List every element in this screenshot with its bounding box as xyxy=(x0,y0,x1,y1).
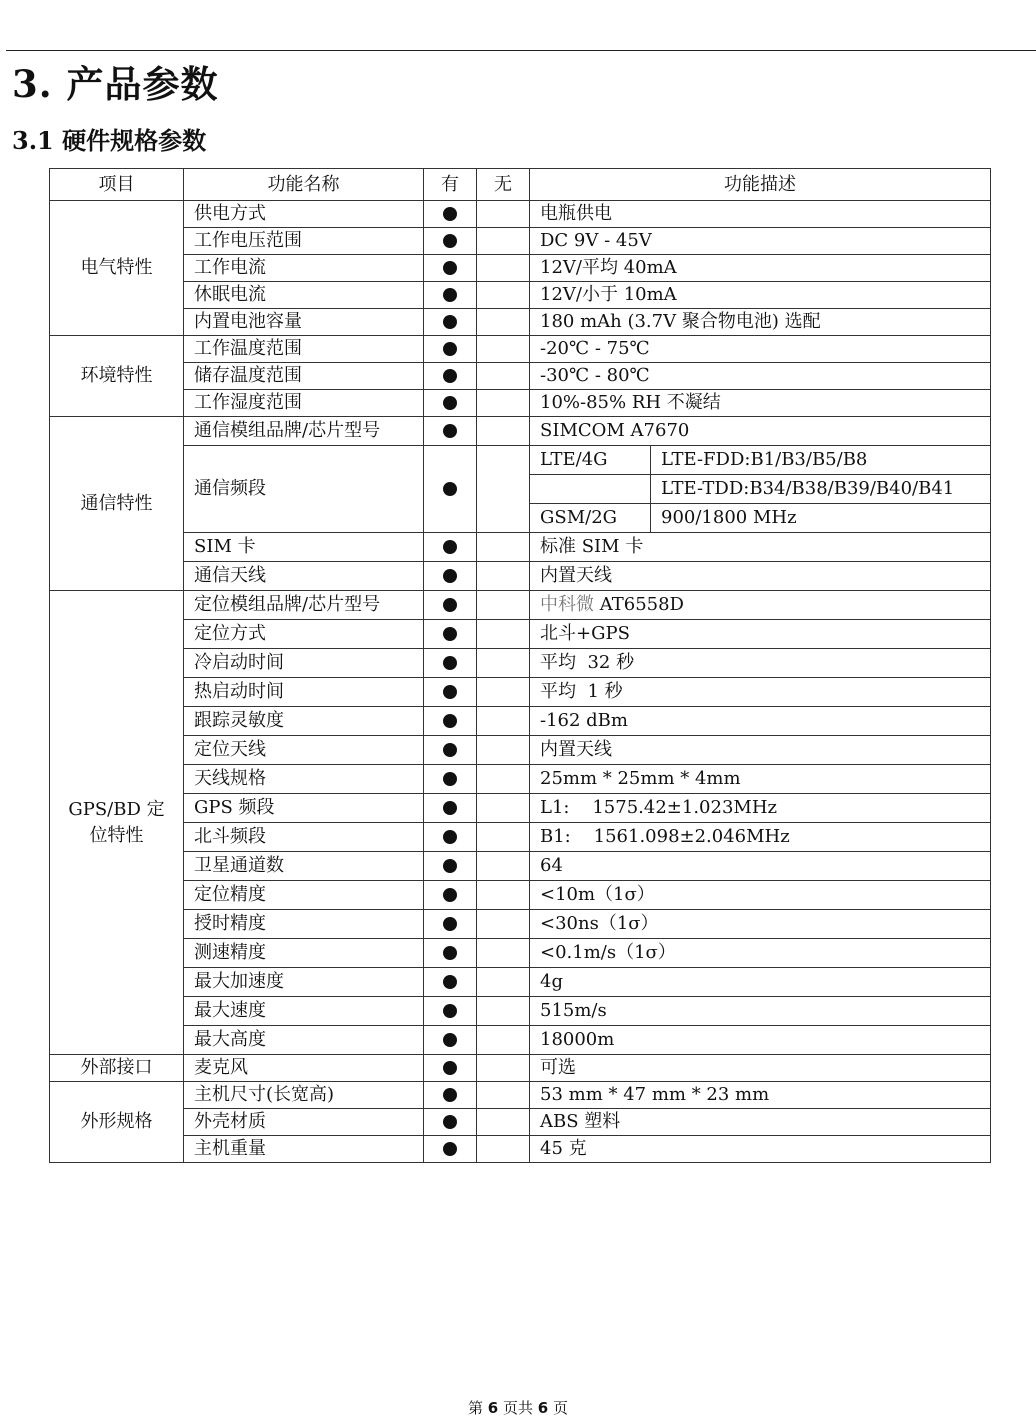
has-cell xyxy=(424,417,477,446)
function-desc: -20℃ - 75℃ xyxy=(530,336,991,363)
function-name: 外壳材质 xyxy=(184,1109,424,1136)
has-cell xyxy=(424,1109,477,1136)
function-name: 定位模组品牌/芯片型号 xyxy=(184,591,424,620)
table-row xyxy=(50,282,991,309)
table-row xyxy=(50,309,991,336)
none-cell xyxy=(477,997,530,1026)
has-cell xyxy=(424,201,477,228)
none-cell xyxy=(477,707,530,736)
none-cell xyxy=(477,255,530,282)
band-lte-tdd: LTE-TDD:B34/B38/B39/B40/B41 xyxy=(651,475,991,504)
table-row xyxy=(50,562,991,591)
has-cell xyxy=(424,620,477,649)
function-desc: 180 mAh (3.7V 聚合物电池) 选配 xyxy=(530,309,991,336)
header-has: 有 xyxy=(424,169,477,201)
has-cell xyxy=(424,390,477,417)
header-description: 功能描述 xyxy=(530,169,991,201)
has-cell xyxy=(424,852,477,881)
category-environment: 环境特性 xyxy=(50,336,184,417)
bullet-icon xyxy=(443,714,457,728)
table-row xyxy=(50,620,991,649)
table-header-row xyxy=(50,169,991,201)
none-cell xyxy=(477,649,530,678)
table-row xyxy=(50,649,991,678)
bullet-icon xyxy=(443,424,457,438)
bullet-icon xyxy=(443,482,457,496)
has-cell xyxy=(424,562,477,591)
none-cell xyxy=(477,201,530,228)
function-name: 通信模组品牌/芯片型号 xyxy=(184,417,424,446)
none-cell xyxy=(477,910,530,939)
has-cell xyxy=(424,336,477,363)
none-cell xyxy=(477,417,530,446)
function-name: 休眠电流 xyxy=(184,282,424,309)
bullet-icon xyxy=(443,975,457,989)
none-cell xyxy=(477,678,530,707)
function-name: 工作电流 xyxy=(184,255,424,282)
has-cell xyxy=(424,1055,477,1082)
module-brand: 中科微 xyxy=(540,594,594,615)
has-cell xyxy=(424,707,477,736)
none-cell xyxy=(477,881,530,910)
header-none: 无 xyxy=(477,169,530,201)
function-desc: -162 dBm xyxy=(530,707,991,736)
table-row xyxy=(50,852,991,881)
none-cell xyxy=(477,765,530,794)
function-name: 内置电池容量 xyxy=(184,309,424,336)
function-name: 工作湿度范围 xyxy=(184,390,424,417)
function-desc: 12V/平均 40mA xyxy=(530,255,991,282)
function-name: 定位方式 xyxy=(184,620,424,649)
function-desc: 平均 32 秒 xyxy=(530,649,991,678)
none-cell xyxy=(477,852,530,881)
has-cell xyxy=(424,255,477,282)
bullet-icon xyxy=(443,743,457,757)
bullet-icon xyxy=(443,859,457,873)
has-cell xyxy=(424,794,477,823)
category-electrical: 电气特性 xyxy=(50,201,184,336)
function-name: 测速精度 xyxy=(184,939,424,968)
none-cell xyxy=(477,1136,530,1163)
function-desc: 可选 xyxy=(530,1055,991,1082)
has-cell xyxy=(424,997,477,1026)
function-name: 授时精度 xyxy=(184,910,424,939)
page-footer xyxy=(0,1397,1036,1418)
function-name: SIM 卡 xyxy=(184,533,424,562)
function-name: 主机尺寸(长宽高) xyxy=(184,1082,424,1109)
table-row xyxy=(50,390,991,417)
footer-page-number: 6 xyxy=(487,1399,499,1417)
bullet-icon xyxy=(443,917,457,931)
band-gsm: 900/1800 MHz xyxy=(651,504,991,533)
category-form: 外形规格 xyxy=(50,1082,184,1163)
function-desc: 45 克 xyxy=(530,1136,991,1163)
none-cell xyxy=(477,736,530,765)
bullet-icon xyxy=(443,342,457,356)
has-cell xyxy=(424,282,477,309)
bullet-icon xyxy=(443,801,457,815)
has-cell xyxy=(424,649,477,678)
has-cell xyxy=(424,968,477,997)
table-row xyxy=(50,363,991,390)
bullet-icon xyxy=(443,598,457,612)
footer-middle: 页共 xyxy=(498,1399,538,1417)
has-cell xyxy=(424,881,477,910)
table-row xyxy=(50,968,991,997)
none-cell xyxy=(477,968,530,997)
table-row xyxy=(50,881,991,910)
function-desc: 12V/小于 10mA xyxy=(530,282,991,309)
function-desc: 53 mm * 47 mm * 23 mm xyxy=(530,1082,991,1109)
bullet-icon xyxy=(443,396,457,410)
table-row xyxy=(50,417,991,446)
function-desc: 标准 SIM 卡 xyxy=(530,533,991,562)
function-name: 储存温度范围 xyxy=(184,363,424,390)
bullet-icon xyxy=(443,1142,457,1156)
table-row xyxy=(50,794,991,823)
bullet-icon xyxy=(443,772,457,786)
function-name: 定位精度 xyxy=(184,881,424,910)
function-name: 最大速度 xyxy=(184,997,424,1026)
function-desc: <10m（1σ） xyxy=(530,881,991,910)
function-name: 供电方式 xyxy=(184,201,424,228)
table-row xyxy=(50,736,991,765)
band-label-empty xyxy=(530,475,651,504)
has-cell xyxy=(424,910,477,939)
function-desc: ABS 塑料 xyxy=(530,1109,991,1136)
function-desc: <30ns（1σ） xyxy=(530,910,991,939)
function-desc: 电瓶供电 xyxy=(530,201,991,228)
none-cell xyxy=(477,939,530,968)
has-cell xyxy=(424,1082,477,1109)
function-name: 定位天线 xyxy=(184,736,424,765)
table-row xyxy=(50,1055,991,1082)
function-name: 热启动时间 xyxy=(184,678,424,707)
table-row xyxy=(50,228,991,255)
function-desc: 64 xyxy=(530,852,991,881)
function-desc: 内置天线 xyxy=(530,562,991,591)
none-cell xyxy=(477,1055,530,1082)
section-heading: 3. 产品参数 xyxy=(12,62,219,106)
has-cell xyxy=(424,1026,477,1055)
bullet-icon xyxy=(443,1088,457,1102)
band-label-lte: LTE/4G xyxy=(530,446,651,475)
table-row xyxy=(50,1136,991,1163)
function-desc: -30℃ - 80℃ xyxy=(530,363,991,390)
function-desc: SIMCOM A7670 xyxy=(530,417,991,446)
footer-suffix: 页 xyxy=(548,1399,568,1417)
none-cell xyxy=(477,591,530,620)
bullet-icon xyxy=(443,685,457,699)
bullet-icon xyxy=(443,1004,457,1018)
function-name: 最大高度 xyxy=(184,1026,424,1055)
table-row xyxy=(50,678,991,707)
bullet-icon xyxy=(443,569,457,583)
hardware-spec-table xyxy=(49,168,991,1163)
bullet-icon xyxy=(443,656,457,670)
function-desc: 平均 1 秒 xyxy=(530,678,991,707)
bullet-icon xyxy=(443,288,457,302)
bullet-icon xyxy=(443,830,457,844)
table-row xyxy=(50,201,991,228)
none-cell xyxy=(477,363,530,390)
table-row xyxy=(50,707,991,736)
function-desc: 4g xyxy=(530,968,991,997)
table-row xyxy=(50,533,991,562)
table-row xyxy=(50,591,991,620)
footer-total-pages: 6 xyxy=(537,1399,549,1417)
function-name: 主机重量 xyxy=(184,1136,424,1163)
table-row xyxy=(50,1109,991,1136)
bullet-icon xyxy=(443,261,457,275)
function-name: 北斗频段 xyxy=(184,823,424,852)
bullet-icon xyxy=(443,946,457,960)
has-cell xyxy=(424,1136,477,1163)
header-function-name: 功能名称 xyxy=(184,169,424,201)
none-cell xyxy=(477,1082,530,1109)
has-cell xyxy=(424,591,477,620)
bullet-icon xyxy=(443,627,457,641)
function-desc: B1: 1561.098±2.046MHz xyxy=(530,823,991,852)
category-gps-bd xyxy=(50,591,184,1055)
function-name: 麦克风 xyxy=(184,1055,424,1082)
function-desc: 515m/s xyxy=(530,997,991,1026)
bullet-icon xyxy=(443,369,457,383)
bullet-icon xyxy=(443,1061,457,1075)
none-cell xyxy=(477,336,530,363)
header-rule xyxy=(6,50,1036,51)
table-row xyxy=(50,765,991,794)
footer-prefix: 第 xyxy=(468,1399,488,1417)
function-name: 冷启动时间 xyxy=(184,649,424,678)
function-name: 通信频段 xyxy=(184,446,424,533)
none-cell xyxy=(477,446,530,533)
function-desc: 25mm * 25mm * 4mm xyxy=(530,765,991,794)
none-cell xyxy=(477,533,530,562)
has-cell xyxy=(424,823,477,852)
has-cell xyxy=(424,765,477,794)
bullet-icon xyxy=(443,315,457,329)
table-row xyxy=(50,910,991,939)
header-item: 项目 xyxy=(50,169,184,201)
function-desc: <0.1m/s（1σ） xyxy=(530,939,991,968)
function-desc: 北斗+GPS xyxy=(530,620,991,649)
table-row xyxy=(50,336,991,363)
table-row xyxy=(50,255,991,282)
table-row xyxy=(50,997,991,1026)
function-name: 最大加速度 xyxy=(184,968,424,997)
subsection-heading: 3.1 硬件规格参数 xyxy=(12,126,207,155)
table-row xyxy=(50,1082,991,1109)
bullet-icon xyxy=(443,1115,457,1129)
band-label-gsm: GSM/2G xyxy=(530,504,651,533)
none-cell xyxy=(477,823,530,852)
has-cell xyxy=(424,736,477,765)
function-name: 工作温度范围 xyxy=(184,336,424,363)
none-cell xyxy=(477,562,530,591)
function-name: 跟踪灵敏度 xyxy=(184,707,424,736)
has-cell xyxy=(424,939,477,968)
category-gps-line2: 位特性 xyxy=(89,824,144,846)
bullet-icon xyxy=(443,234,457,248)
bullet-icon xyxy=(443,1033,457,1047)
has-cell xyxy=(424,228,477,255)
function-desc: DC 9V - 45V xyxy=(530,228,991,255)
has-cell xyxy=(424,309,477,336)
has-cell xyxy=(424,446,477,533)
category-gps-line1: GPS/BD 定 xyxy=(68,798,165,820)
function-desc: 内置天线 xyxy=(530,736,991,765)
function-name: 工作电压范围 xyxy=(184,228,424,255)
bullet-icon xyxy=(443,888,457,902)
none-cell xyxy=(477,1026,530,1055)
function-desc: L1: 1575.42±1.023MHz xyxy=(530,794,991,823)
category-interface: 外部接口 xyxy=(50,1055,184,1082)
table-row xyxy=(50,1026,991,1055)
bullet-icon xyxy=(443,540,457,554)
bullet-icon xyxy=(443,207,457,221)
none-cell xyxy=(477,309,530,336)
module-chip: AT6558D xyxy=(594,594,684,615)
none-cell xyxy=(477,794,530,823)
none-cell xyxy=(477,282,530,309)
table-row xyxy=(50,446,991,475)
table-row xyxy=(50,823,991,852)
table-row xyxy=(50,939,991,968)
function-desc: 18000m xyxy=(530,1026,991,1055)
none-cell xyxy=(477,390,530,417)
function-name: 天线规格 xyxy=(184,765,424,794)
function-name: 通信天线 xyxy=(184,562,424,591)
has-cell xyxy=(424,533,477,562)
function-name: 卫星通道数 xyxy=(184,852,424,881)
function-desc: 10%-85% RH 不凝结 xyxy=(530,390,991,417)
none-cell xyxy=(477,228,530,255)
none-cell xyxy=(477,620,530,649)
band-lte-fdd: LTE-FDD:B1/B3/B5/B8 xyxy=(651,446,991,475)
category-communication: 通信特性 xyxy=(50,417,184,591)
has-cell xyxy=(424,678,477,707)
has-cell xyxy=(424,363,477,390)
function-name: GPS 频段 xyxy=(184,794,424,823)
function-desc xyxy=(530,591,991,620)
none-cell xyxy=(477,1109,530,1136)
